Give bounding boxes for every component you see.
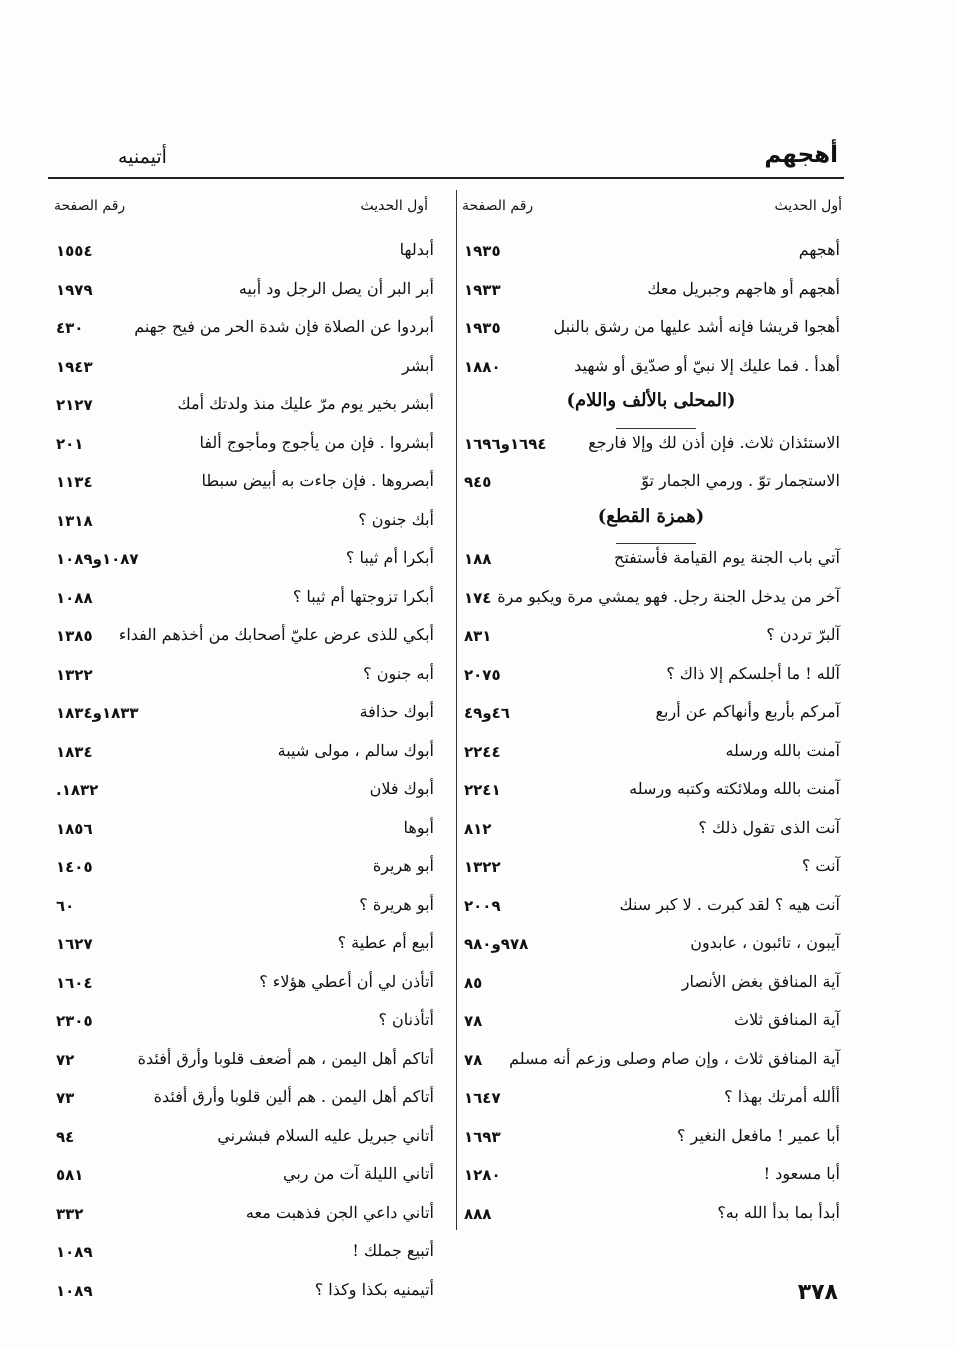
hadith-opening: أتبيع جملك ! (352, 1241, 434, 1260)
hadith-opening: أتأذن لي أن أعطي هؤلاء ؟ (259, 971, 434, 991)
left-column (48, 236, 440, 1314)
hadith-opening: أهجوا قريشا فإنه أشد عليها من رشق بالنبل (553, 317, 840, 336)
index-entry (456, 1006, 846, 1045)
page-reference: ١٩٣٥ (464, 242, 501, 260)
index-entry (456, 621, 846, 660)
page-number: ٣٧٨ (797, 1280, 838, 1305)
index-entry (48, 236, 440, 275)
index-entry (48, 352, 440, 391)
page-reference: ١٣٢٢ (464, 858, 501, 876)
index-entry (48, 1006, 440, 1045)
index-entry (48, 429, 440, 468)
hadith-opening: آنت هيه ؟ لقد كبرت . لا كبر سنك (619, 894, 840, 914)
hadith-opening: أبه جنون ؟ (363, 663, 434, 683)
page-reference: ١٨٣٢. (56, 781, 99, 799)
index-entry (456, 1122, 846, 1161)
page-reference: ٩٤٥ (464, 473, 492, 491)
hadith-opening: آية المنافق ثلاث (734, 1010, 840, 1029)
index-entry (48, 698, 440, 737)
page-reference: ١١٣٤ (56, 473, 93, 491)
index-entry (456, 814, 846, 853)
hadith-opening: أتاني الليلة آت من ربي (283, 1164, 434, 1183)
hadith-opening: أبو هريرة ؟ (359, 894, 434, 914)
hadith-opening: أتاني داعي الجن فذهبت معه (245, 1202, 434, 1222)
index-entry (456, 929, 846, 968)
hadith-opening: أهدأ . فما عليك إلا نبيّ أو صدّيق أو شهيد (574, 355, 840, 375)
page-reference: ١٨٨٠ (464, 357, 501, 376)
hadith-opening: أتاني جبريل عليه السلام فبشرني (217, 1125, 434, 1145)
index-entry (456, 583, 846, 622)
section-heading (456, 506, 846, 545)
right-column-page-header: رقم الصفحة (462, 198, 534, 214)
page-reference: ١٠٨٨ (56, 588, 93, 607)
header-rule (48, 177, 844, 179)
index-entry (48, 1083, 440, 1122)
page-reference: ١٥٥٤ (56, 242, 93, 260)
hadith-opening: آمركم بأربع وأنهاكم عن أربع (655, 702, 840, 721)
hadith-opening: أبر البر أن يصل الرجل ود أبيه (238, 278, 434, 298)
page-reference: ٦٠ (56, 896, 75, 915)
page-reference: ١٦٤٧ (464, 1089, 501, 1107)
hadith-opening: آية المنافق ثلاث ، وإن صام وصلى وزعم أنه مسلم (509, 1048, 840, 1068)
page-reference: ١٧٤ (464, 588, 492, 607)
index-entry (48, 814, 440, 853)
index-entry (48, 1237, 440, 1276)
hadith-opening: آخر من يدخل الجنة رجل. فهو يمشي مرة ويكبو مرة (497, 586, 840, 606)
index-entry (48, 852, 440, 891)
hadith-opening: أتأذنان ؟ (378, 1010, 434, 1029)
index-entry (48, 775, 440, 814)
index-entry (48, 929, 440, 968)
hadith-opening: أبصروها . فإن جاءت به أبيض سبطا (201, 471, 434, 490)
page-reference: ١٦٢٧ (56, 935, 93, 953)
hadith-opening: أبردوا عن الصلاة فإن شدة الحر من فيح جهنم (134, 317, 434, 336)
page-reference: ١٨٣٤ (56, 742, 93, 761)
hadith-opening: أبو هريرة (372, 856, 434, 875)
hadith-opening: أبشر بخير يوم مرّ عليك منذ ولدتك أمك (177, 394, 434, 413)
page-reference: ١٦٠٤ (56, 973, 93, 992)
page-reference: ٢٠٧٥ (464, 665, 501, 684)
hadith-opening: أبكي للذى عرض عليّ أصحابك من أخذهم الفداء (118, 625, 434, 644)
page-reference: ١٩٣٣ (464, 280, 501, 299)
page-reference: ١٩٤٣ (56, 357, 93, 376)
section-heading (456, 390, 846, 429)
page-reference: ١٨٥٦ (56, 819, 93, 838)
hadith-opening: آتي باب الجنة يوم القيامة فأستفتح (613, 548, 840, 567)
page-reference: ٤٦و٤٩ (464, 704, 510, 722)
index-entry (48, 737, 440, 776)
page-reference: ١٣٢٢ (56, 665, 93, 684)
hadith-opening: أألله أمرتك بهذا ؟ (724, 1087, 840, 1106)
page-reference: ٢١٢٧ (56, 396, 93, 414)
page-reference: ١٦٩٤و١٦٩٦ (464, 434, 547, 453)
page-reference: ١٠٨٧و١٠٨٩ (56, 550, 139, 568)
page-reference: ٧٢ (56, 1050, 75, 1069)
page-reference: ١٨٣٣و١٨٣٤ (56, 704, 139, 722)
page-reference: ٢٠٠٩ (464, 896, 501, 915)
hadith-opening: أبا عمير ! مافعل النغير ؟ (676, 1125, 840, 1145)
hadith-opening: أبك جنون ؟ (358, 509, 434, 529)
page-reference: ١٠٨٩ (56, 1281, 93, 1300)
hadith-opening: أبوك حذافة (359, 702, 434, 721)
index-entry (48, 1160, 440, 1199)
index-entry (48, 467, 440, 506)
hadith-opening: آيبون ، تائبون ، عابدون (690, 933, 840, 952)
index-entry (456, 660, 846, 699)
hadith-opening: أبشروا . فإن من يأجوج ومأجوج ألفا (199, 432, 434, 452)
index-entry (48, 275, 440, 314)
hadith-opening: أتاكم أهل اليمن ، هم أضعف قلوبا وأرق أفئدة (137, 1048, 434, 1068)
hadith-opening: آمنت بالله ورسله (725, 740, 840, 760)
hadith-opening: أبا مسعود ! (763, 1164, 840, 1183)
index-entry (48, 660, 440, 699)
hadith-opening: الاستجمار توّ . ورمي الجمار توّ (641, 471, 840, 490)
page-reference: ١٢٨٠ (464, 1166, 501, 1184)
hadith-opening: أبوك سالم ، مولى شيبة (277, 740, 434, 760)
index-entry (456, 737, 846, 776)
page-reference: ٥٨١ (56, 1166, 84, 1184)
hadith-opening: أبدأ بما بدأ الله به؟ (717, 1202, 840, 1222)
page-reference: ٧٨ (464, 1050, 483, 1069)
hadith-opening: آنت الذى تقول ذلك ؟ (698, 817, 840, 837)
hadith-opening: أبكرا تزوجتها أم ثيبا ؟ (292, 586, 434, 606)
index-entry (456, 852, 846, 891)
index-entry (456, 1045, 846, 1084)
hadith-opening: أهجهم (798, 240, 840, 259)
index-entry (48, 1122, 440, 1161)
right-column-title-header: أول الحديث (774, 198, 842, 214)
index-entry (456, 544, 846, 583)
page-reference: ٨٨٨ (464, 1204, 492, 1223)
index-entry (48, 583, 440, 622)
page-reference: ١٩٣٥ (464, 319, 501, 337)
page-reference: ١٣١٨ (56, 511, 93, 530)
left-column-title-header: أول الحديث (360, 198, 428, 214)
page-reference: ٧٣ (56, 1089, 75, 1107)
hadith-opening: أتاكم أهل اليمن . هم ألين قلوبا وأرق أفئدة (153, 1087, 434, 1106)
page-reference: ٤٣٠ (56, 319, 84, 337)
hadith-opening: أبيع أم عطية ؟ (337, 933, 434, 952)
running-head-left: أتيمنيه (118, 146, 167, 168)
hadith-opening: آلله ! ما أجلسكم إلا ذاك ؟ (666, 663, 840, 683)
page-reference: ٢٢٤٤ (464, 742, 501, 761)
hadith-opening: آية المنافق بغض الأنصار (681, 971, 840, 991)
hadith-opening: آمنت بالله وملائكته وكتبه ورسله (629, 779, 840, 798)
page-reference: ١٠٨٩ (56, 1243, 93, 1261)
page-reference: ١٩٧٩ (56, 280, 93, 299)
running-head-right: أهجهم (764, 142, 838, 168)
section-heading-text: (المحلى بالألف واللام) (566, 390, 736, 411)
index-entry (48, 621, 440, 660)
page-reference: ١٣٨٥ (56, 627, 93, 645)
page-reference: ٩٧٨و٩٨٠ (464, 935, 529, 953)
hadith-opening: أبوها (403, 817, 434, 837)
hadith-opening: أتيمنيه بكذا وكذا ؟ (314, 1279, 434, 1299)
index-entry (456, 1160, 846, 1199)
page-reference: ٩٤ (56, 1127, 75, 1146)
hadith-opening: آنت ؟ (801, 856, 840, 875)
index-entry (456, 775, 846, 814)
page-reference: ٨٥ (464, 973, 483, 992)
index-entry (48, 506, 440, 545)
index-entry (48, 313, 440, 352)
index-entry (456, 1083, 846, 1122)
hadith-opening: أهجهم أو هاجهم وجبريل معك (647, 278, 840, 298)
hadith-opening: أبكرا أم ثيبا ؟ (345, 548, 434, 567)
page-reference: ٨١٢ (464, 819, 492, 838)
index-entry (456, 236, 846, 275)
index-entry (456, 1199, 846, 1238)
hadith-opening: آلبرّ تردن ؟ (766, 625, 840, 644)
index-entry (48, 891, 440, 930)
index-entry (48, 1276, 440, 1315)
index-entry (456, 275, 846, 314)
left-column-page-header: رقم الصفحة (54, 198, 126, 214)
hadith-opening: أبشر (402, 355, 434, 375)
index-entry (456, 698, 846, 737)
page-reference: ٢٢٤١ (464, 781, 501, 799)
index-entry (48, 968, 440, 1007)
index-entry (48, 1199, 440, 1238)
hadith-opening: أبوك فلان (369, 779, 434, 798)
index-entry (456, 968, 846, 1007)
right-column (456, 236, 846, 1237)
index-entry (48, 1045, 440, 1084)
index-entry (456, 891, 846, 930)
page-reference: ٧٨ (464, 1012, 483, 1030)
page-reference: ٢٣٠٥ (56, 1012, 93, 1030)
index-entry (456, 467, 846, 506)
hadith-opening: الاستئذان ثلاث. فإن أذن لك وإلا فارجع (588, 432, 840, 452)
page-reference: ١٦٩٣ (464, 1127, 501, 1146)
page-reference: ١٨٨ (464, 550, 492, 568)
section-heading-text: (همزة القطع) (597, 505, 705, 527)
page-reference: ٨٣١ (464, 627, 492, 645)
page-reference: ٣٣٢ (56, 1204, 84, 1223)
index-entry (456, 313, 846, 352)
index-entry (456, 352, 846, 391)
index-entry (48, 390, 440, 429)
index-entry (48, 544, 440, 583)
index-entry (456, 429, 846, 468)
hadith-opening: أبدلها (399, 240, 434, 259)
page-reference: ١٤٠٥ (56, 858, 93, 876)
page-reference: ٢٠١ (56, 434, 84, 453)
